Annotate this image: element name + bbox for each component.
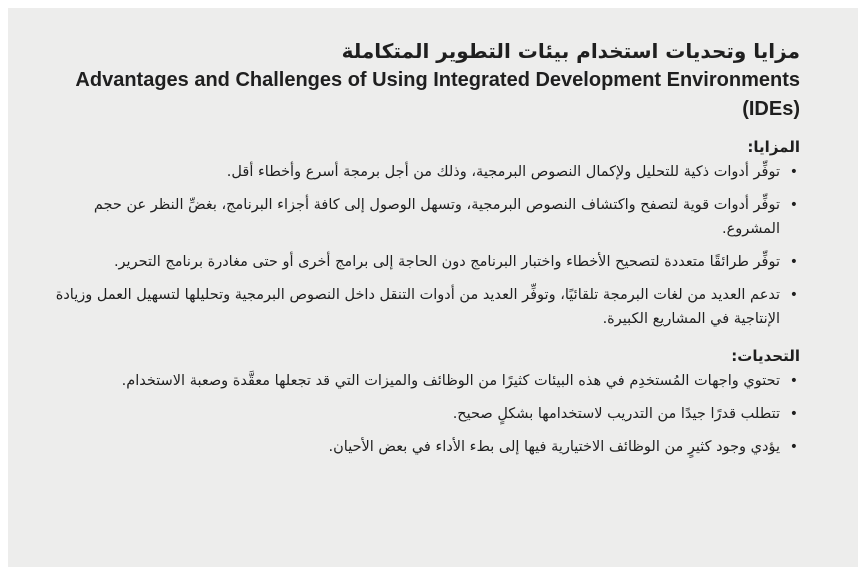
challenges-list <box>50 369 800 459</box>
list-item <box>50 283 800 331</box>
list-item <box>50 369 800 393</box>
list-item <box>50 402 800 426</box>
ide-info-panel <box>8 8 858 567</box>
bullet-icon: • <box>789 197 798 213</box>
challenge-text: تتطلب قدرًا جيدًا من التدريب لاستخدامها بشكلٍ صحيح. <box>452 406 780 422</box>
bullet-icon: • <box>789 287 798 303</box>
challenge-text: تحتوي واجهات المُستخدِم في هذه البيئات كثيرًا من الوظائف والميزات التي قد تجعلها معقَّدة وصعبة الاستخدام. <box>121 373 780 389</box>
list-item <box>50 250 800 274</box>
challenge-text: يؤدي وجود كثيرٍ من الوظائف الاختيارية فيها إلى بطء الأداء في بعض الأحيان. <box>328 439 780 455</box>
list-item <box>50 435 800 459</box>
bullet-icon: • <box>789 373 798 389</box>
bullet-icon: • <box>789 164 798 180</box>
title-english: Advantages and Challenges of Using Integrated Development Environments (IDEs) <box>75 69 800 120</box>
advantage-text: تدعم العديد من لغات البرمجة تلقائيًا، وتوفِّر العديد من أدوات التنقل داخل النصوص البرمجية وتحليلها لتسهيل العمل وزيادة الإنتاجية في المشاريع الكبيرة. <box>55 287 780 327</box>
list-item <box>50 193 800 241</box>
advantages-list <box>50 160 800 331</box>
challenges-heading: التحديات: <box>731 347 800 365</box>
advantage-text: توفِّر طرائقًا متعددة لتصحيح الأخطاء واختبار البرنامج دون الحاجة إلى برامج أخرى أو حتى مغادرة برنامج التحرير. <box>113 254 780 270</box>
bullet-icon: • <box>789 439 798 455</box>
list-item <box>50 160 800 184</box>
advantage-text: توفِّر أدوات ذكية للتحليل ولإكمال النصوص البرمجية، وذلك من أجل برمجة أسرع وأخطاء أقل. <box>226 164 780 180</box>
title-arabic: مزايا وتحديات استخدام بيئات التطوير المتكاملة <box>341 39 800 63</box>
bullet-icon: • <box>789 254 798 270</box>
advantages-heading: المزايا: <box>747 138 800 156</box>
advantage-text: توفِّر أدوات قوية لتصفح واكتشاف النصوص البرمجية، وتسهل الوصول إلى كافة أجزاء البرنامج، بغضِّ النظر عن حجم المشروع. <box>93 197 780 237</box>
bullet-icon: • <box>789 406 798 422</box>
